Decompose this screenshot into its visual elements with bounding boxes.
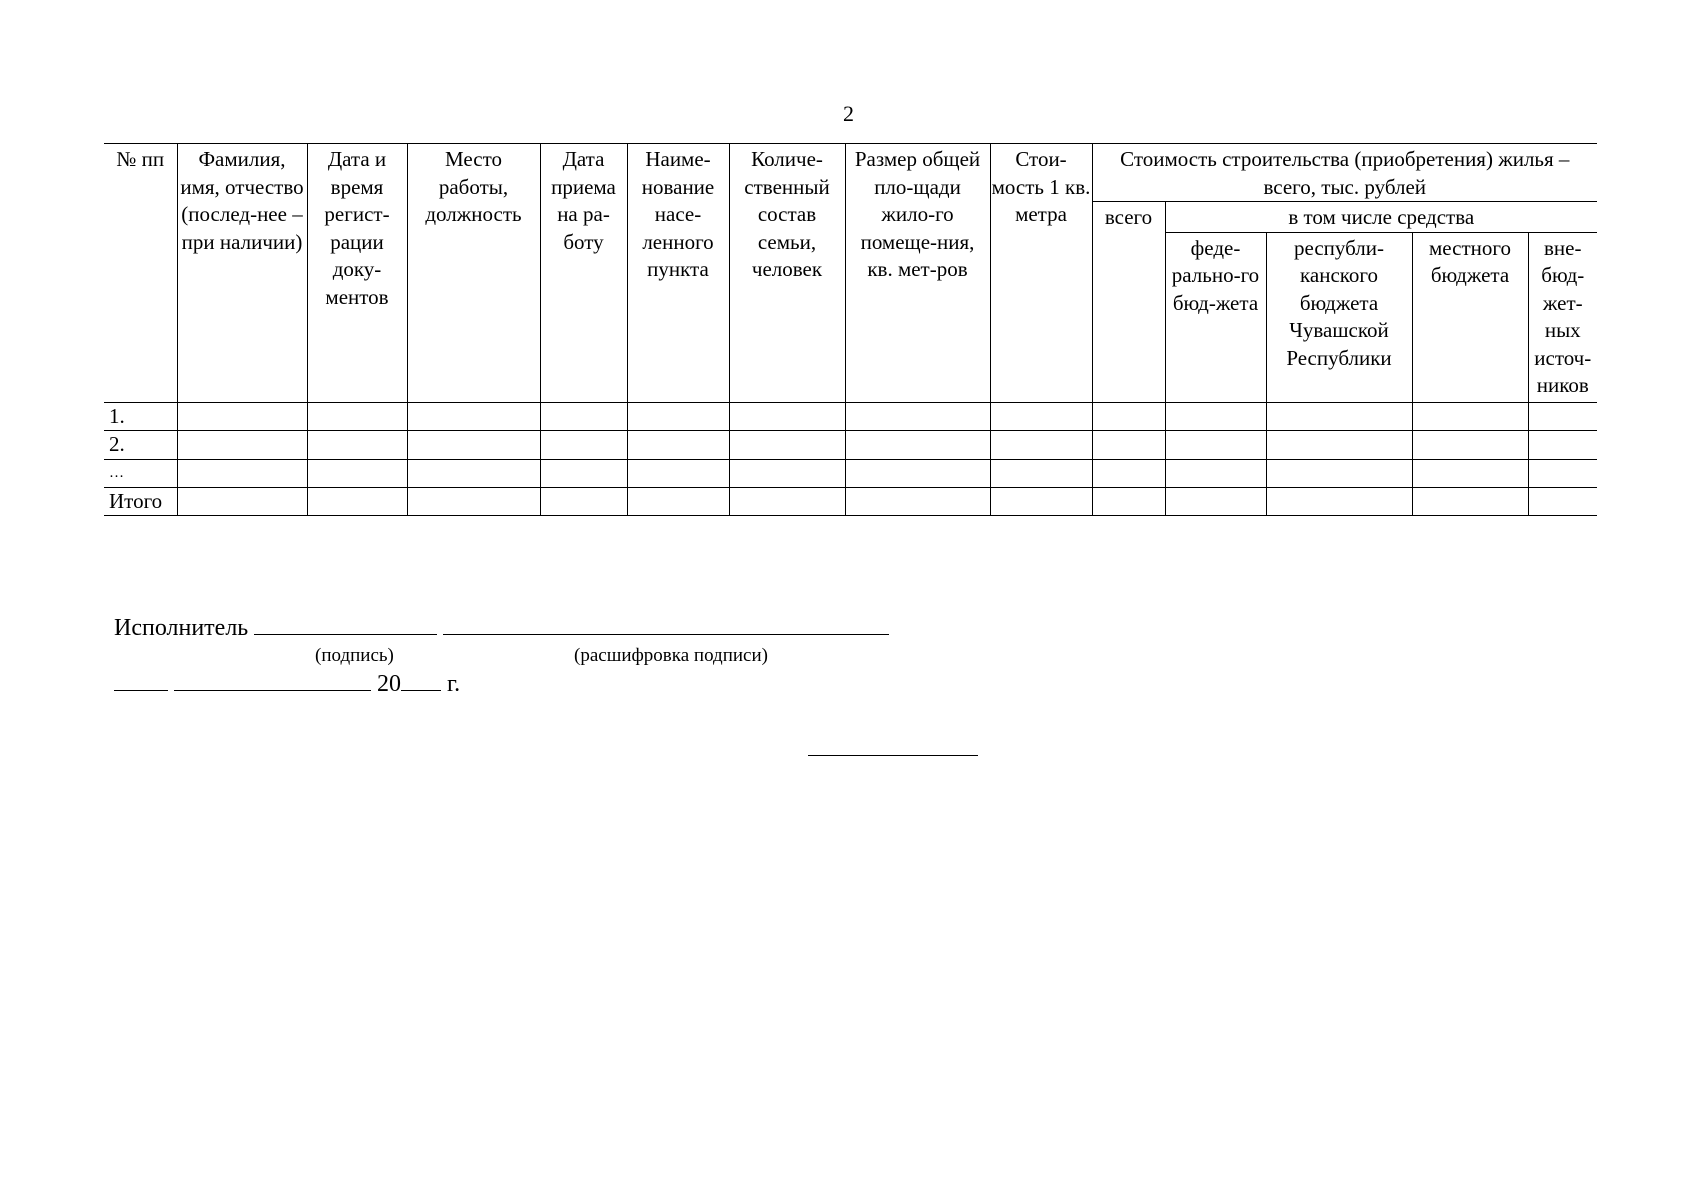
date-month-line[interactable] xyxy=(174,668,371,691)
header-sqm-cost: Стои-мость 1 кв. метра xyxy=(990,144,1092,403)
cell[interactable] xyxy=(1266,487,1412,516)
cell[interactable] xyxy=(729,487,845,516)
cell[interactable] xyxy=(1528,431,1597,460)
row-number: … xyxy=(104,459,177,487)
cell[interactable] xyxy=(990,402,1092,431)
cell[interactable] xyxy=(627,402,729,431)
cell[interactable] xyxy=(990,459,1092,487)
header-family: Количе-ственный состав семьи, человек xyxy=(729,144,845,403)
header-local: местного бюджета xyxy=(1412,232,1528,402)
cell[interactable] xyxy=(627,431,729,460)
signature-row xyxy=(114,612,889,643)
cell[interactable] xyxy=(1412,431,1528,460)
header-republic: республи-канского бюджета Чувашской Республики xyxy=(1266,232,1412,402)
table-row xyxy=(104,402,1597,431)
cell[interactable] xyxy=(845,402,990,431)
cell[interactable] xyxy=(307,402,407,431)
date-row xyxy=(114,668,460,699)
cell[interactable] xyxy=(1528,487,1597,516)
cell[interactable] xyxy=(1092,459,1165,487)
header-area: Размер общей пло-щади жило-го помеще-ния, кв. мет-ров xyxy=(845,144,990,403)
cell[interactable] xyxy=(1412,402,1528,431)
row-number: 1. xyxy=(104,402,177,431)
header-locality: Наиме-нование насе-ленного пункта xyxy=(627,144,729,403)
cell[interactable] xyxy=(845,431,990,460)
cell[interactable] xyxy=(177,487,307,516)
cell[interactable] xyxy=(627,459,729,487)
cell[interactable] xyxy=(729,431,845,460)
cell[interactable] xyxy=(1092,431,1165,460)
cell[interactable] xyxy=(1092,487,1165,516)
cell[interactable] xyxy=(990,431,1092,460)
cell[interactable] xyxy=(729,402,845,431)
report-table xyxy=(104,143,1597,516)
cell[interactable] xyxy=(990,487,1092,516)
table-row xyxy=(104,459,1597,487)
cell[interactable] xyxy=(1165,402,1266,431)
signature-line[interactable] xyxy=(254,612,437,635)
header-federal: феде-рально-го бюд-жета xyxy=(1165,232,1266,402)
cell[interactable] xyxy=(540,459,627,487)
cell[interactable] xyxy=(845,459,990,487)
cell[interactable] xyxy=(1266,431,1412,460)
end-divider xyxy=(808,755,978,756)
cell[interactable] xyxy=(177,459,307,487)
cell[interactable] xyxy=(307,431,407,460)
cell[interactable] xyxy=(407,402,540,431)
signature-decoding-caption: (расшифровка подписи) xyxy=(574,645,768,666)
cell[interactable] xyxy=(729,459,845,487)
header-reg-date: Дата и время регист-рации доку-ментов xyxy=(307,144,407,403)
year-suffix: г. xyxy=(447,671,461,697)
header-name: Фамилия, имя, отчество (послед-нее – при наличии) xyxy=(177,144,307,403)
cell[interactable] xyxy=(1165,431,1266,460)
header-extra: вне-бюд-жет-ных источ-ников xyxy=(1528,232,1597,402)
cell[interactable] xyxy=(407,487,540,516)
cell[interactable] xyxy=(1528,459,1597,487)
executor-label: Исполнитель xyxy=(114,615,249,641)
cell[interactable] xyxy=(1165,487,1266,516)
header-including: в том числе средства xyxy=(1165,202,1597,233)
cell[interactable] xyxy=(627,487,729,516)
cell[interactable] xyxy=(540,487,627,516)
header-total: всего xyxy=(1092,202,1165,403)
cell[interactable] xyxy=(1528,402,1597,431)
cell[interactable] xyxy=(307,459,407,487)
cell[interactable] xyxy=(407,459,540,487)
row-number: 2. xyxy=(104,431,177,460)
table-row-total xyxy=(104,487,1597,516)
header-workplace: Место работы, должность xyxy=(407,144,540,403)
cell[interactable] xyxy=(540,431,627,460)
cell[interactable] xyxy=(307,487,407,516)
row-label-total: Итого xyxy=(104,487,177,516)
cell[interactable] xyxy=(177,431,307,460)
cell[interactable] xyxy=(407,431,540,460)
header-num: № пп xyxy=(104,144,177,403)
cell[interactable] xyxy=(1165,459,1266,487)
cell[interactable] xyxy=(1412,487,1528,516)
year-prefix: 20 xyxy=(377,671,401,697)
table-row xyxy=(104,431,1597,460)
header-hire-date: Дата приема на ра-боту xyxy=(540,144,627,403)
cell[interactable] xyxy=(1092,402,1165,431)
date-year-line[interactable] xyxy=(401,668,441,691)
cell[interactable] xyxy=(1266,402,1412,431)
cell[interactable] xyxy=(540,402,627,431)
signature-decoding-line[interactable] xyxy=(443,612,889,635)
cell[interactable] xyxy=(1412,459,1528,487)
date-day-line[interactable] xyxy=(114,668,168,691)
cell[interactable] xyxy=(845,487,990,516)
cell[interactable] xyxy=(1266,459,1412,487)
cell[interactable] xyxy=(177,402,307,431)
signature-caption: (подпись) xyxy=(315,645,394,666)
header-total-cost: Стоимость строительства (приобретения) жилья – всего, тыс. рублей xyxy=(1092,144,1597,202)
page-number: 2 xyxy=(843,101,854,126)
